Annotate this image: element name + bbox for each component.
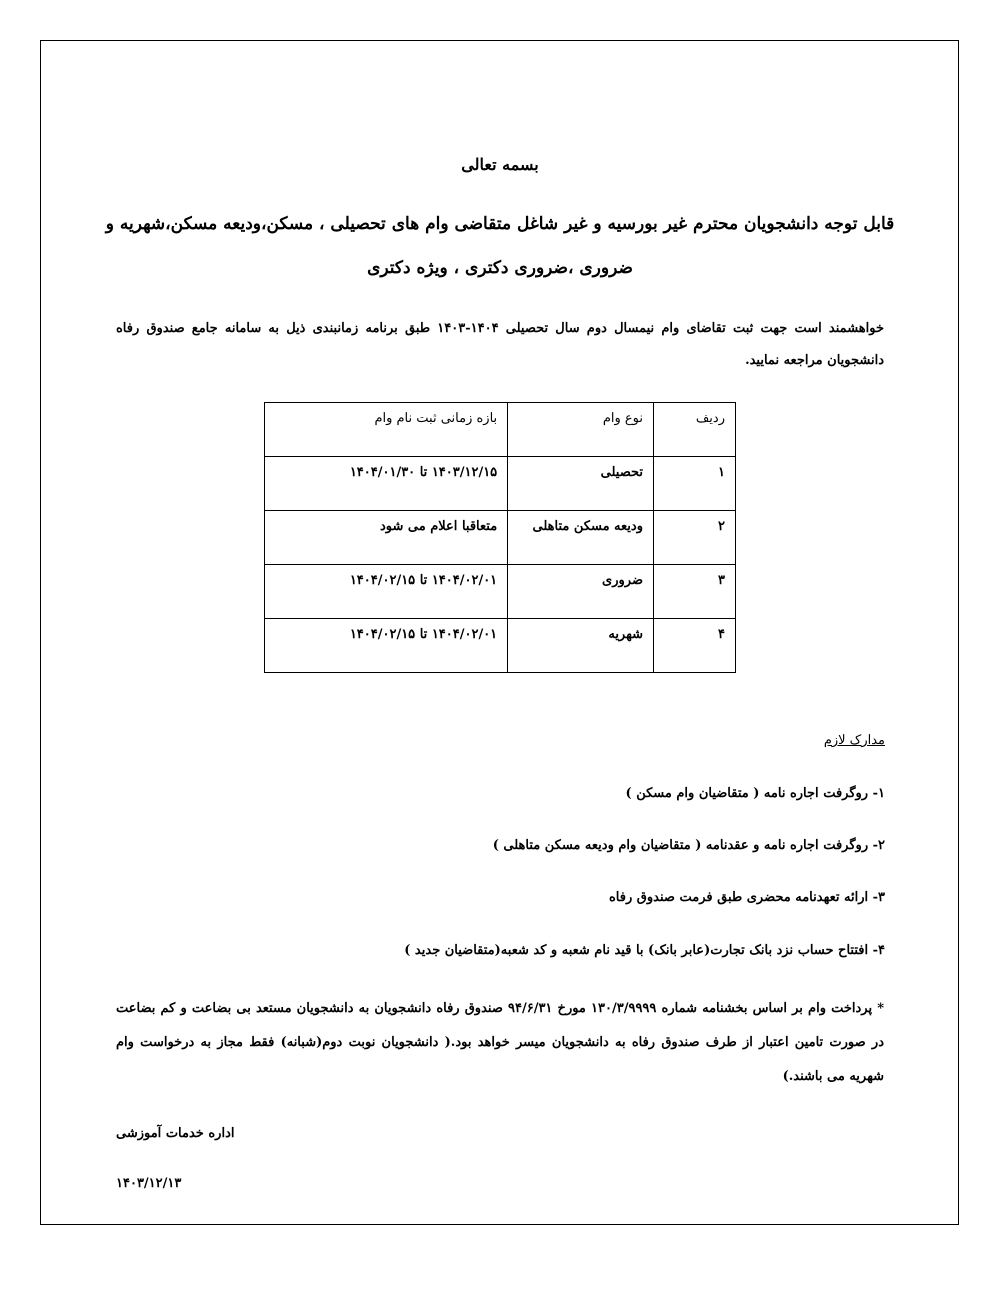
loan-type: تحصیلی	[508, 457, 654, 511]
document-item: ۲- روگرفت اجاره نامه و عقدنامه ( متقاضیان وام ودیعه مسکن متاهلی )	[492, 838, 885, 853]
office-signature: اداره خدمات آموزشی	[116, 1126, 235, 1141]
loan-type: ضروری	[508, 565, 654, 619]
table-row	[265, 511, 736, 565]
row-number: ۲	[654, 511, 736, 565]
loan-type: شهریه	[508, 619, 654, 673]
table-row	[265, 565, 736, 619]
row-number: ۴	[654, 619, 736, 673]
header-registration-period: بازه زمانی ثبت نام وام	[265, 403, 508, 457]
table-header-row	[265, 403, 736, 457]
registration-period: ۱۴۰۳/۱۲/۱۵ تا ۱۴۰۴/۰۱/۳۰	[265, 457, 508, 511]
registration-period: متعاقبا اعلام می شود	[265, 511, 508, 565]
header-row-number: ردیف	[654, 403, 736, 457]
required-documents-heading: مدارک لازم	[823, 733, 885, 748]
row-number: ۱	[654, 457, 736, 511]
document-item: ۴- افتتاح حساب نزد بانک تجارت(عابر بانک) با قید نام شعبه و کد شعبه(متقاضیان جدید )	[404, 943, 885, 958]
announcement-title-line2: ضروری ،ضروری دکتری ، ویژه دکتری	[367, 258, 633, 278]
document-item: ۳- ارائه تعهدنامه محضری طبق فرمت صندوق رفاه	[609, 890, 885, 905]
loan-type: ودیعه مسکن متاهلی	[508, 511, 654, 565]
issue-date: ۱۴۰۳/۱۲/۱۳	[116, 1176, 182, 1191]
document-item: ۱- روگرفت اجاره نامه ( متقاضیان وام مسکن )	[625, 786, 885, 801]
intro-paragraph: خواهشمند است جهت ثبت تقاضای وام نیمسال دوم سال تحصیلی ۱۴۰۴-۱۴۰۳ طبق برنامه زمانبندی ذیل به سامانه جامع صندوق رفاه دانشجویان مراجعه نمایید.	[116, 321, 885, 368]
header-loan-type: نوع وام	[508, 403, 654, 457]
table-row	[265, 619, 736, 673]
payment-note: * پرداخت وام بر اساس بخشنامه شماره ۱۳۰/۳/۹۹۹۹ مورخ ۹۴/۶/۳۱ صندوق رفاه دانشجویان به دانشجویان مستعد بی بضاعت و کم بضاعت در صورت تامین اعتبار از طرف صندوق رفاه به دانشجویان میسر خواهد بود.( دانشجویان نوبت دوم(شبانه) فقط مجاز به درخواست وام شهریه می باشند.)	[116, 1001, 885, 1084]
registration-period: ۱۴۰۴/۰۲/۰۱ تا ۱۴۰۴/۰۲/۱۵	[265, 565, 508, 619]
row-number: ۳	[654, 565, 736, 619]
registration-period: ۱۴۰۴/۰۲/۰۱ تا ۱۴۰۴/۰۲/۱۵	[265, 619, 508, 673]
table-row	[265, 457, 736, 511]
loan-schedule-table	[264, 402, 736, 673]
announcement-title-line1: قابل توجه دانشجویان محترم غیر بورسیه و غیر شاغل متقاضی وام های تحصیلی ، مسکن،ودیعه مسکن،شهریه و	[105, 214, 895, 234]
bismillah-heading: بسمه تعالی	[461, 155, 539, 174]
